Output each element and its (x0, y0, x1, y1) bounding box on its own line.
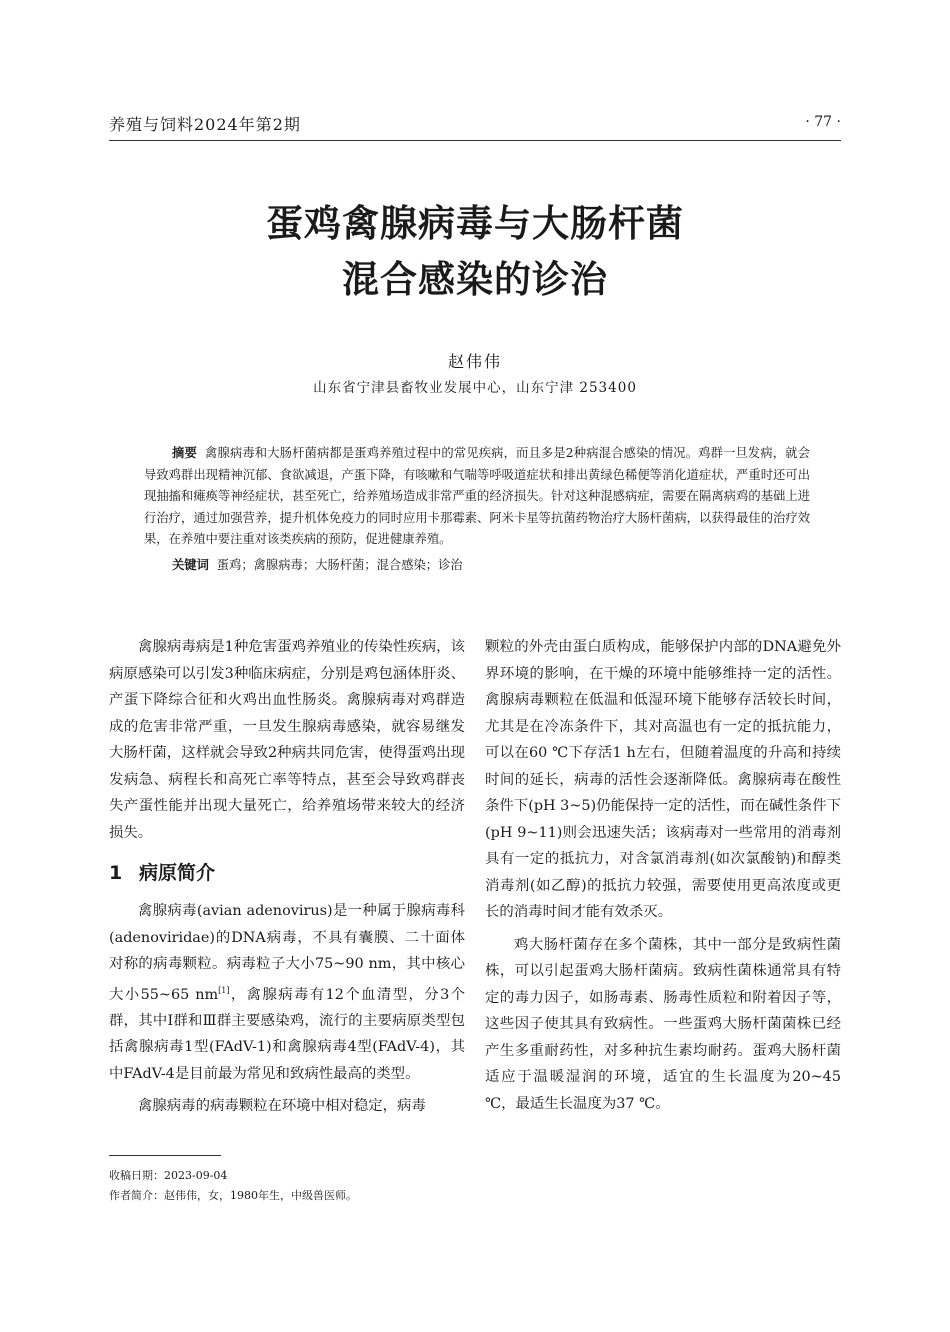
footnotes (109, 1166, 357, 1206)
paragraph-text: ，禽腺病毒有12个血清型，分3个群，其中Ⅰ群和Ⅲ群主要感染鸡，流行的主要病原类型包括禽腺病毒1型(FAdV-1)和禽腺病毒4型(FAdV-4)，其中FAdV-4是目前最为常见和致病性最高的类型。 (109, 986, 466, 1082)
keywords-label: 关键词 (172, 558, 209, 572)
page-number: · 77 · (805, 114, 841, 130)
body-paragraph: 禽腺病毒的病毒颗粒在环境中相对稳定，病毒 (138, 1098, 426, 1115)
right-column (485, 634, 841, 1117)
article-title (0, 196, 950, 308)
section-title: 病原简介 (139, 862, 216, 884)
abstract-text: 禽腺病毒和大肠杆菌病都是蛋鸡养殖过程中的常见疾病，而且多是2种病混合感染的情况。鸡群一旦发病，就会导致鸡群出现精神沉郁、食欲减退，产蛋下降，有咳嗽和气喘等呼吸道症状和排出黄绿色稀便等消化道症状，严重时还可出现抽搐和瘫痪等神经症状，甚至死亡，给养殖场造成非常严重的经济损失。针对这种混感病症，需要在隔离病鸡的基础上进行治疗，通过加强营养，提升机体免疫力的同时应用卡那霉素、阿米卡星等抗菌药物治疗大肠杆菌病，以获得最佳的治疗效果，在养殖中要注重对该类疾病的预防，促进健康养殖。 (144, 446, 810, 547)
header-rule (109, 140, 841, 141)
journal-issue: 养殖与饲料2024年第2期 (109, 115, 301, 134)
body-paragraph: 鸡大肠杆菌存在多个菌株，其中一部分是致病性菌株，可以引起蛋鸡大肠杆菌病。致病性菌株通常具有特定的毒力因子，如肠毒素、肠毒性质粒和附着因子等，这些因子使其具有致病性。一些蛋鸡大肠杆菌菌株已经产生多重耐药性，对多种抗生素均耐药。蛋鸡大肠杆菌适应于温暖湿润的环境，适宜的生长温度为20~45 ℃，最适生长温度为37 ℃。 (485, 936, 841, 1112)
abstract-label: 摘要 (172, 446, 197, 460)
received-date: 收稿日期：2023-09-04 (109, 1169, 228, 1182)
author-affiliation: 山东省宁津县畜牧业发展中心，山东宁津 253400 (313, 380, 637, 396)
abstract (144, 443, 810, 551)
author-bio: 作者简介：赵伟伟，女，1980年生，中级兽医师。 (109, 1189, 357, 1202)
body-paragraph (109, 898, 465, 1087)
body-paragraph-continued: 颗粒的外壳由蛋白质构成，能够保护内部的DNA避免外界环境的影响，在干燥的环境中能够维持一定的活性。禽腺病毒颗粒在低温和低湿环境下能够存活较长时间，尤其是在冷冻条件下，其对高温也有一定的抵抗能力，可以在60 ℃下存活1 h左右，但随着温度的升高和持续时间的延长，病毒的活性会逐渐降低。禽腺病毒在酸性条件下(pH 3~5)仍能保持一定的活性，而在碱性条件下(pH 9~11)则会迅速失活；该病毒对一些常用的消毒剂具有一定的抵抗力，对含氯消毒剂(如次氯酸钠)和醇类消毒剂(如乙醇)的抵抗力较强，需要使用更高浓度或更长的消毒时间才能有效杀灭。 (485, 639, 841, 920)
footnote-rule (109, 1155, 221, 1156)
paragraph-text: 禽腺病毒(avian adenovirus)是一种属于腺病毒科(adenoviridae)的DNA病毒，不具有囊膜、二十面体对称的病毒颗粒。病毒粒子大小75~90 nm，其中核心大小55~65 nm (109, 903, 465, 1003)
section-number: 1 (109, 862, 123, 884)
keywords-text: 蛋鸡；禽腺病毒；大肠杆菌；混合感染；诊治 (216, 558, 463, 572)
left-column (109, 634, 465, 1120)
intro-paragraph: 禽腺病毒病是1种危害蛋鸡养殖业的传染性疾病，该病原感染可以引发3种临床病症，分别是鸡包涵体肝炎、产蛋下降综合征和火鸡出血性肠炎。禽腺病毒对鸡群造成的危害非常严重，一旦发生腺病毒感染，就容易继发大肠杆菌，这样就会导致2种病共同危害，使得蛋鸡出现发病急、病程长和高死亡率等特点，甚至会导致鸡群丧失产蛋性能并出现大量死亡，给养殖场带来较大的经济损失。 (109, 639, 465, 841)
citation-marker: [1] (218, 985, 230, 995)
keywords (172, 555, 810, 573)
section-heading (109, 858, 465, 888)
author-name: 赵伟伟 (447, 352, 502, 371)
running-header (109, 112, 841, 136)
title-line-1: 蛋鸡禽腺病毒与大肠杆菌 (266, 202, 684, 245)
title-line-2: 混合感染的诊治 (342, 258, 608, 301)
